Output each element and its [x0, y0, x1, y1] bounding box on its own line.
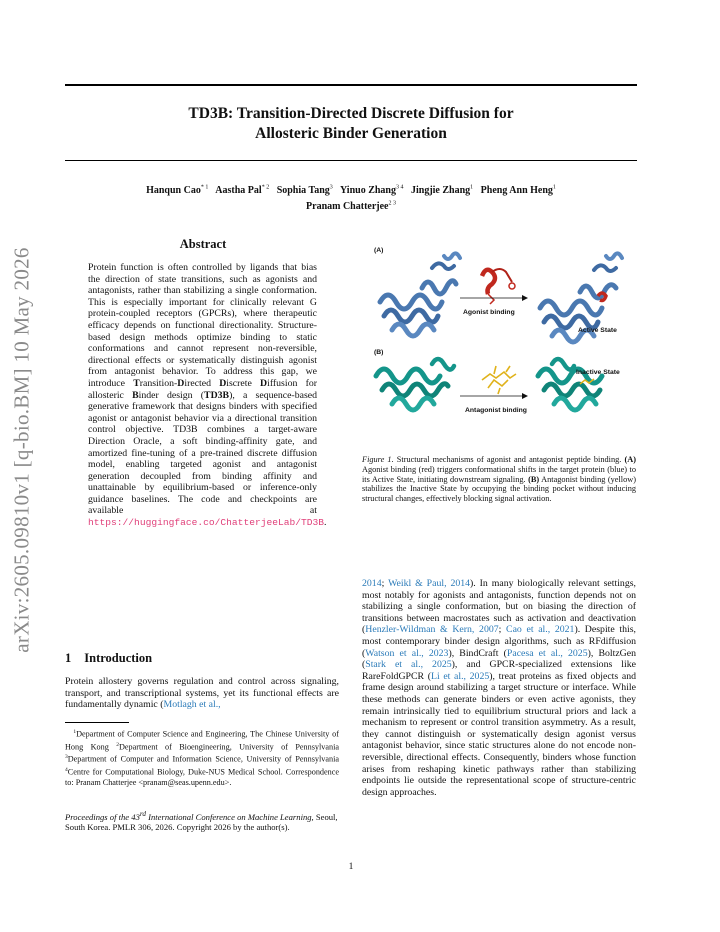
- panel-label-a: (A): [374, 247, 384, 254]
- agonist-peptide: [482, 269, 515, 304]
- arxiv-stamp: arXiv:2605.09810v1 [q-bio.BM] 10 May 2026: [9, 247, 34, 653]
- figure-caption: Figure 1. Structural mechanisms of agonist and antagonist peptide binding. (A) Agonist binding (red) triggers conformational shifts in the target protein (blue) to its Active State, initiating downstream signaling. (B) Antagonist binding (yellow) stabilizes the Inactive State by occupying the binding pocket without inducing structural changes, effectively blocking signal activation.: [362, 455, 636, 504]
- proceedings-note: Proceedings of the 43rd International Conference on Machine Learning, Seoul, South Korea. PMLR 306, 2026. Copyright 2026 by the author(s).: [65, 810, 338, 832]
- top-rule: [65, 84, 637, 86]
- citation-link[interactable]: Motlagh et al.,: [163, 699, 221, 711]
- citation-link[interactable]: Pacesa et al., 2025: [506, 647, 588, 659]
- intro-text: Protein allostery governs regulation and control across signaling, transport, and transcriptional systems, yet its functional effects are fundamentally dynamic (Motlagh et al.,: [65, 676, 339, 711]
- abstract-heading: Abstract: [179, 237, 227, 251]
- title-line-2: Allosteric Binder Generation: [255, 125, 447, 142]
- author: Hanqun Cao$^{* 1}$: [146, 185, 209, 197]
- abstract-body: Protein function is often controlled by ligands that bias the direction of state transitions, such as agonists and antagonists, rather than stabilizing a single conformation. This is especially important for clinically relevant G protein-coupled receptors (GPCRs), where therapeutic efficacy depends on functional directionality. Structure-based design methods optimize binding to static conformations and cannot represent non-reversible, directional effects or systematically distinguish agonist from antagonist behavior. To address this gap, we introduce Transition-Directed Discrete Diffusion for allosteric Binder design (TD3B), a sequence-based generative framework that designs binders with specified agonist or antagonist behavior via a directional transition control objective. TD3B combines a target-aware Direction Oracle, a soft binding-affinity gate, and amortized fine-tuning of a pre-trained discrete diffusion model, enabling targeted agonist and antagonist generation decoupled from binding affinity and unattainable by equilibrium-based or inference-only guidance baselines. The code and checkpoints are available at https://huggingface.co/ChatterjeeLab/TD3B.: [88, 262, 327, 529]
- author: Pheng Ann Heng$^1$: [480, 185, 556, 197]
- citation-link[interactable]: Watson et al., 2023: [365, 647, 449, 659]
- active-state-label: Active State: [578, 327, 617, 334]
- section-heading: 1 Introduction: [65, 651, 153, 665]
- receptor-b-right: [538, 359, 602, 410]
- receptor-b-left: [376, 359, 454, 410]
- right-column-text: 2014; Weikl & Paul, 2014). In many biologically relevant settings, most notably for agonists and antagonists, function depends not on stabilizing a single conformation, but on biasing the direction of transitions between macrostates such as activation and deactivation (Henzler-Wildman & Kern, 2007; Cao et al., 2021). Despite this, most contemporary binder design algorithms, such as RFdiffusion (Watson et al., 2023), BindCraft (Pacesa et al., 2025), BoltzGen (Stark et al., 2025), and GPCR-specialized extensions like RareFoldGPCR (Li et al., 2025), treat proteins as fixed objects and frame design around stabilizing a target structure or interface. While these methods can generate binders or even active agonists, they remain intrinsically tied to equilibrium structural priors and lack a mechanism to represent or control transition asymmetry. As a result, they cannot distinguish or systematically design agonist versus antagonist behavior, since static structures alone do not encode non-reversible, directional effects. Consequently, binders whose function arises from reshaping kinetic pathways rather than stabilizing endpoints lie outside the representational scope of structure-centric design approaches.: [362, 578, 637, 798]
- inactive-state-label: Inactive State: [576, 369, 620, 376]
- agonist-binding-label: Agonist binding: [463, 309, 515, 316]
- citation-link[interactable]: Henzler-Wildman & Kern, 2007: [365, 624, 499, 636]
- citation-link[interactable]: Cao et al., 2021: [506, 624, 575, 636]
- title-line-1: TD3B: Transition-Directed Discrete Diffusion for: [188, 105, 514, 122]
- agonist-arrowhead: [522, 295, 528, 301]
- antagonist-binding-label: Antagonist binding: [465, 407, 527, 414]
- paper-title: [65, 104, 637, 144]
- author: Yinuo Zhang$^{3 4}$: [339, 185, 404, 197]
- page-number: 1: [348, 862, 354, 872]
- author: Pranam Chatterjee$^{2 3}$: [306, 200, 396, 212]
- footnote-rule: [65, 722, 129, 723]
- author: Jingjie Zhang$^1$: [410, 185, 474, 197]
- citation-link[interactable]: Stark et al., 2025: [365, 659, 452, 671]
- author: Aastha Pal$^{* 2}$: [215, 185, 270, 197]
- panel-label-b: (B): [374, 349, 384, 356]
- author-list: [65, 182, 637, 213]
- receptor-a-left: [380, 253, 460, 336]
- affiliations-footnote: $^1$Department of Computer Science and Engineering, The Chinese University of Hong Kong $^2$Department of Bioengineering, University of Pennsylvania $^3$Department of Computer and Information Science, University of Pennsylvania $^4$Centre for Computational Biology, Duke-NUS Medical School. Correspondence to: Pranam Chatterjee <pranam@seas.upenn.edu>.: [65, 729, 339, 787]
- title-bottom-rule: [65, 160, 637, 161]
- code-link[interactable]: https://huggingface.co/ChatterjeeLab/TD3B: [88, 517, 325, 529]
- antagonist-peptide: [482, 366, 516, 394]
- author: Sophia Tang$^3$: [276, 185, 333, 197]
- antagonist-arrowhead: [522, 393, 528, 399]
- citation-link[interactable]: Li et al., 2025: [430, 670, 490, 682]
- figure-1: [362, 238, 636, 452]
- citation-link[interactable]: Weikl & Paul, 2014: [388, 578, 471, 589]
- citation-link[interactable]: 2014: [362, 578, 382, 589]
